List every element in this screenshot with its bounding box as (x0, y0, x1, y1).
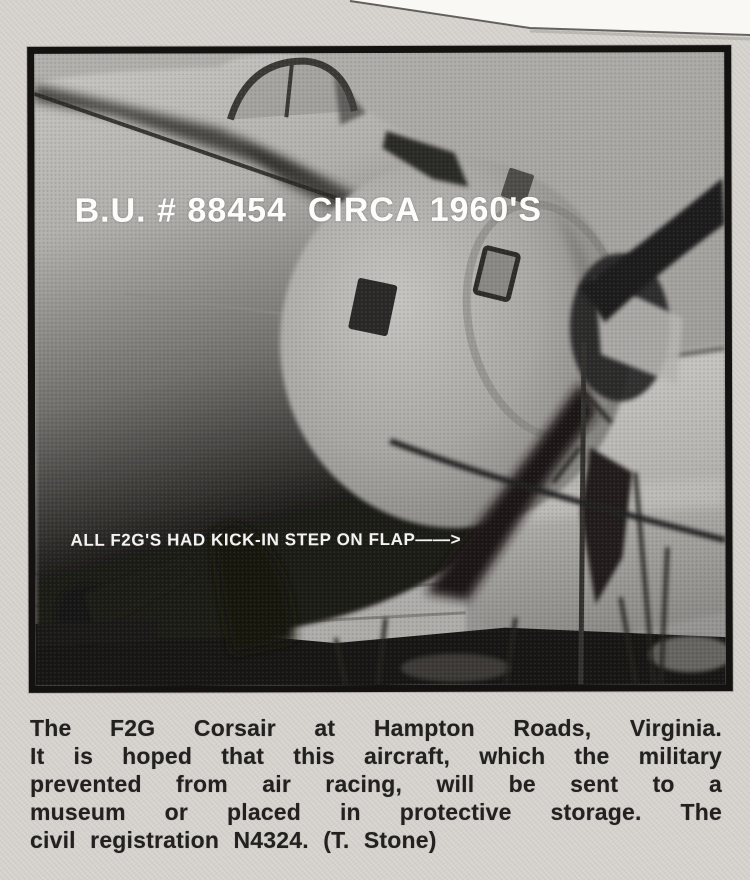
caption-line: civil registration N4324. (T. Stone) (30, 827, 437, 853)
caption-line: museum or placed in protective storage. The (30, 799, 722, 825)
halftone-grain (34, 52, 726, 686)
aircraft-photo (34, 52, 726, 686)
flap-note-overlay: ALL F2G'S HAD KICK-IN STEP ON FLAP——> (70, 529, 462, 550)
photo-frame (27, 45, 733, 693)
caption-line: It is hoped that this aircraft, which the military (30, 743, 722, 769)
paper-scrap (348, 0, 750, 44)
photo-caption (30, 714, 722, 854)
bu-number-overlay: B.U. # 88454 CIRCA 1960'S (74, 190, 543, 230)
caption-line: prevented from air racing, will be sent to a (30, 771, 722, 797)
corsair-photo-illustration (34, 52, 726, 686)
caption-line: The F2G Corsair at Hampton Roads, Virginia. (30, 715, 722, 741)
